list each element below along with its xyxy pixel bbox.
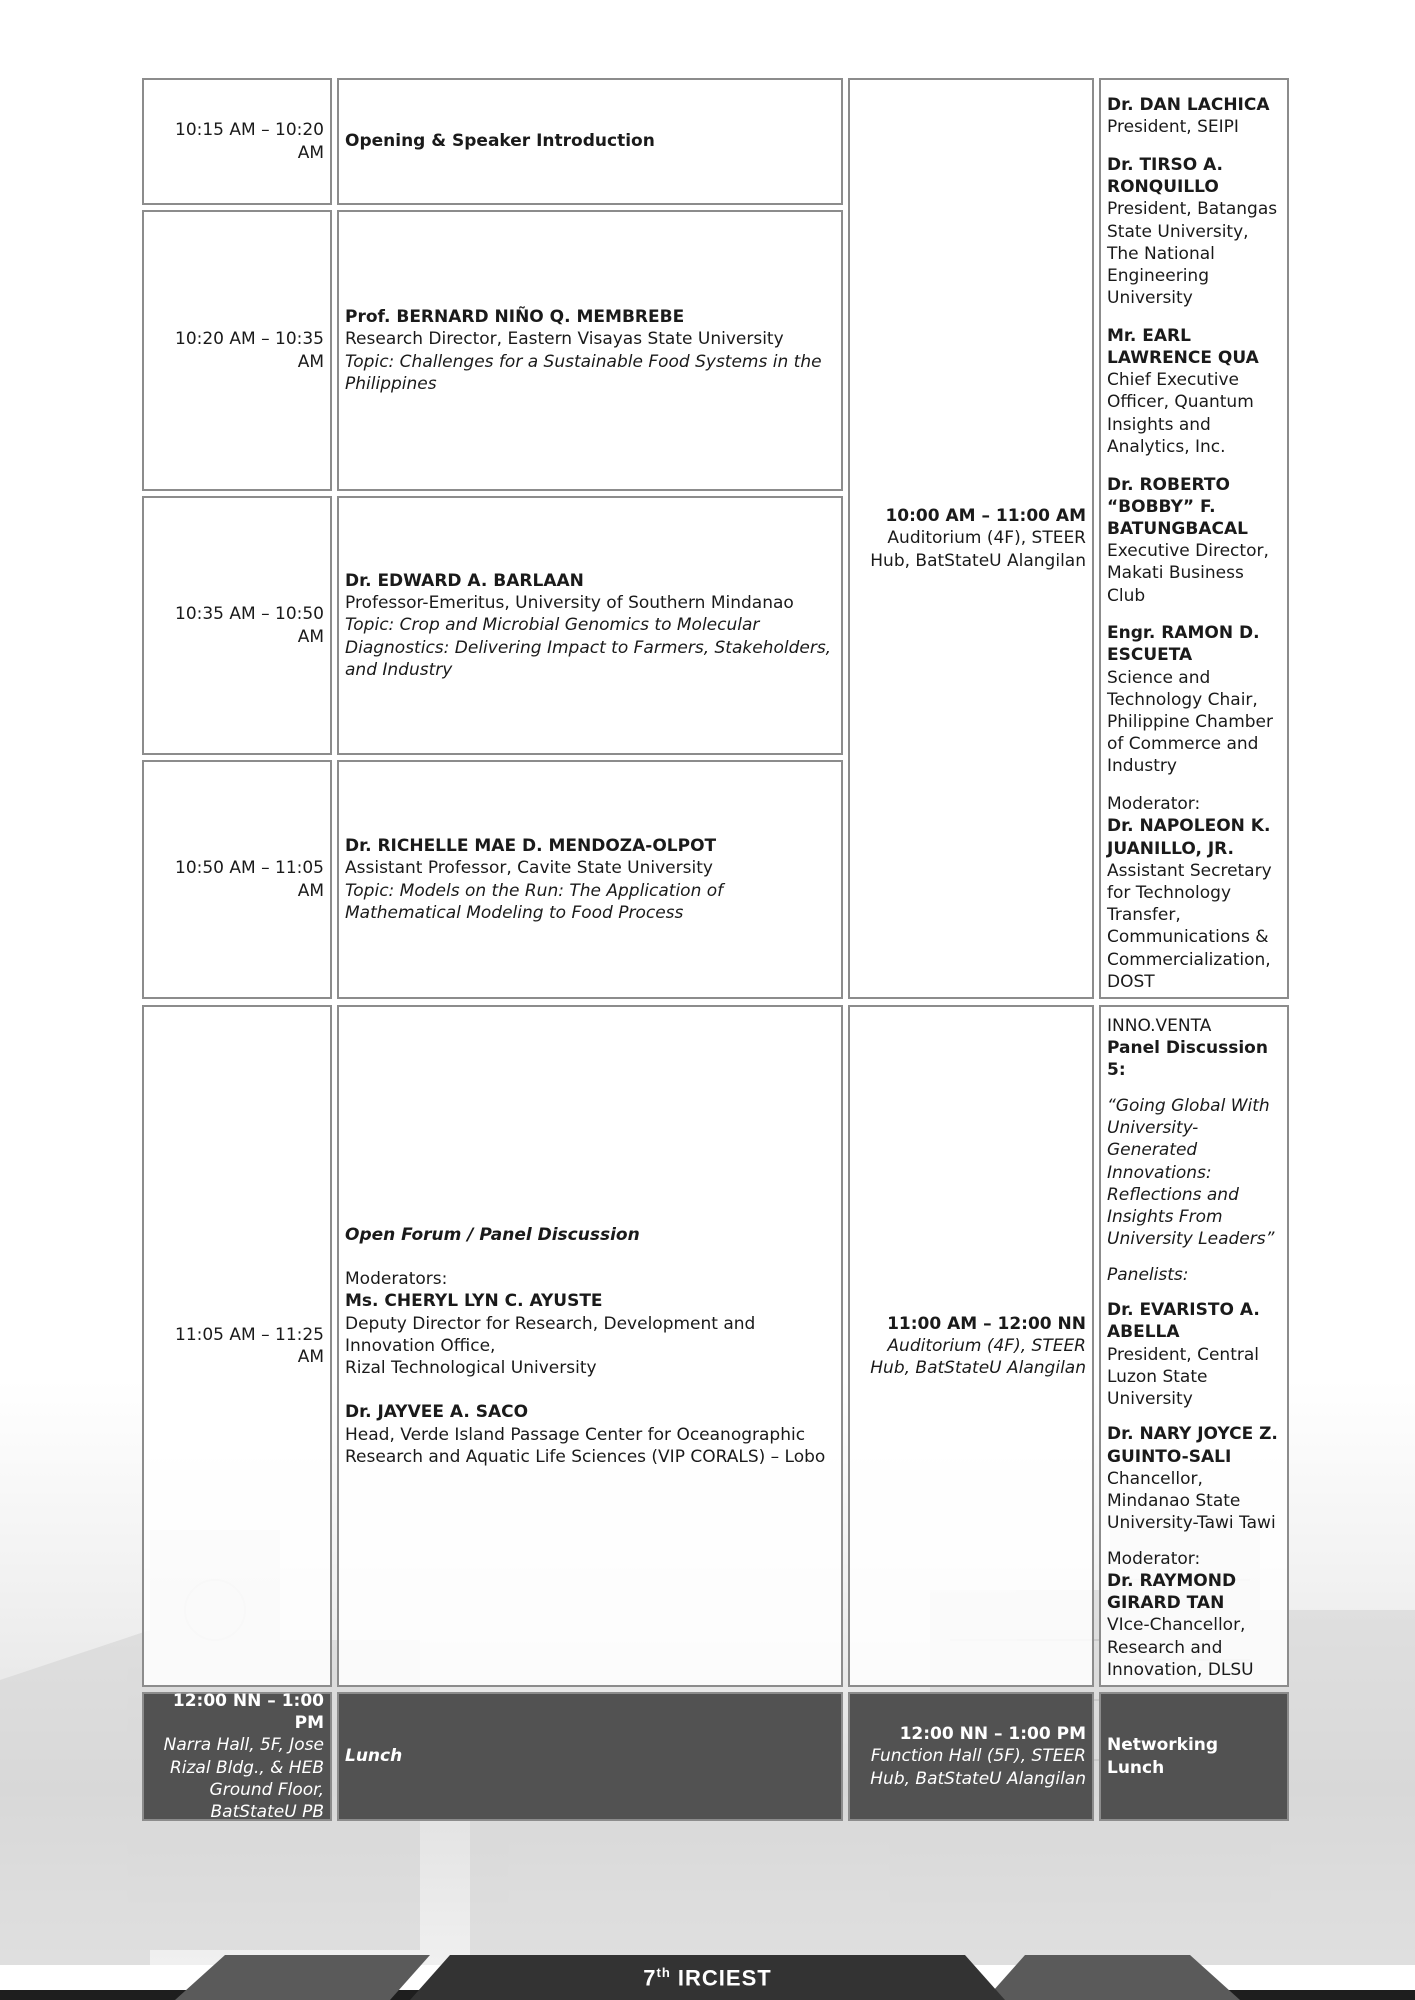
time-text: 10:15 AM – 10:20 AM [175, 120, 324, 163]
speaker-topic: Topic: Challenges for a Sustainable Food Systems in the Philippines [345, 351, 822, 394]
lunch-title: Lunch [345, 1746, 403, 1767]
panel-title: Panel Discussion 5: [1107, 1038, 1268, 1081]
speaker-position: Professor-Emeritus, University of Southern Mindanao [345, 593, 794, 614]
time-text: 10:35 AM – 10:50 AM [175, 604, 324, 647]
person-name: Engr. RAMON D. ESCUETA [1107, 623, 1260, 666]
moderator-name: Dr. RAYMOND GIRARD TAN [1107, 1570, 1237, 1614]
panelist-name: Dr. NARY JOYCE Z. GUINTO-SALI [1107, 1424, 1278, 1467]
person-name: Dr. DAN LACHICA [1107, 95, 1270, 115]
time-text: 10:50 AM – 11:05 AM [175, 858, 324, 901]
time-cell [142, 1005, 332, 1687]
person-role: President, Batangas State University, The National Engineering University [1107, 199, 1278, 309]
lunch-time-cell [848, 1692, 1094, 1821]
time-cell [142, 210, 332, 491]
moderator-name: Ms. CHERYL LYN C. AYUSTE [345, 1291, 603, 1312]
person-role: Executive Director, Makati Business Club [1107, 541, 1269, 606]
panelist-name: Dr. EVARISTO A. ABELLA [1107, 1300, 1260, 1343]
person-name: Mr. EARL LAWRENCE QUA [1107, 325, 1259, 369]
person-name: Dr. ROBERTO “BOBBY” F. BATUNGBACAL [1107, 474, 1248, 539]
lunch-venue: Function Hall (5F), STEER Hub, BatStateU Alangilan [870, 1746, 1086, 1789]
moderator-affiliation: Rizal Technological University [345, 1358, 597, 1379]
footer-name: IRCIEST [677, 1965, 772, 1991]
lunch-venue: Narra Hall, 5F, Jose Rizal Bldg., & HEB Ground Floor, BatStateU PB [163, 1735, 324, 1822]
session-time-venue-cell [848, 78, 1094, 999]
speaker-name: Dr. EDWARD A. BARLAAN [345, 570, 584, 591]
speaker-name: Prof. BERNARD NIÑO Q. MEMBREBE [345, 307, 685, 328]
speaker-name: Dr. RICHELLE MAE D. MENDOZA-OLPOT [345, 836, 717, 857]
speaker-cell [337, 210, 843, 491]
moderator-label: Moderator: [1107, 794, 1201, 815]
lunch-time: 12:00 NN – 1:00 PM [172, 1690, 324, 1734]
footer-event-name [0, 1962, 1415, 1990]
time-cell [142, 760, 332, 999]
moderator-name: Dr. NAPOLEON K. JUANILLO, JR. [1107, 816, 1271, 859]
panel-topic: “Going Global With University-Generated Innovations: Reflections and Insights From University Leaders” [1107, 1095, 1275, 1250]
speaker-position: Research Director, Eastern Visayas State University [345, 329, 784, 350]
forum-cell [337, 1005, 843, 1687]
agenda-title: Opening & Speaker Introduction [345, 131, 655, 152]
networking-lunch-title: Networking Lunch [1107, 1735, 1219, 1778]
person-role: Chief Executive Officer, Quantum Insights and Analytics, Inc. [1107, 370, 1254, 457]
agenda-cell [337, 78, 843, 205]
person-role: President, SEIPI [1107, 117, 1239, 138]
panel-label: INNO.VENTA [1107, 1016, 1212, 1036]
speaker-cell [337, 760, 843, 999]
moderator-role: Head, Verde Island Passage Center for Oceanographic Research and Aquatic Life Sciences (VIP CORALS) – Lobo [345, 1424, 826, 1467]
lunch-time-cell [142, 1692, 332, 1821]
session-time-venue-cell [848, 1005, 1094, 1687]
person-name: Dr. TIRSO A. RONQUILLO [1107, 154, 1224, 198]
person-role: Science and Technology Chair, Philippine Chamber of Commerce and Industry [1107, 667, 1273, 777]
speaker-position: Assistant Professor, Cavite State University [345, 858, 713, 879]
session-venue: Auditorium (4F), STEER Hub, BatStateU Alangilan [870, 528, 1086, 571]
speaker-topic: Topic: Models on the Run: The Application of Mathematical Modeling to Food Process [345, 880, 724, 923]
time-text: 10:20 AM – 10:35 AM [175, 329, 324, 372]
speaker-cell [337, 496, 843, 755]
moderator-role: VIce-Chancellor, Research and Innovation, DLSU [1107, 1615, 1254, 1680]
panel-cell [1099, 1005, 1289, 1687]
session-time: 11:00 AM – 12:00 NN [887, 1313, 1086, 1334]
panelist-role: President, Central Luzon State University [1107, 1344, 1260, 1409]
session-people-cell [1099, 78, 1289, 999]
session-venue: Auditorium (4F), STEER Hub, BatStateU Alangilan [870, 1335, 1086, 1379]
moderator-role: Deputy Director for Research, Development and Innovation Office, [345, 1313, 756, 1356]
footer-number: 7 [643, 1965, 657, 1991]
moderator-role: Assistant Secretary for Technology Transfer, Communications & Commercialization, DOST [1107, 860, 1272, 992]
panelists-label: Panelists: [1107, 1264, 1189, 1285]
lunch-time: 12:00 NN – 1:00 PM [899, 1724, 1086, 1745]
panelist-role: Chancellor, Mindanao State University-Tawi Tawi [1107, 1468, 1276, 1534]
session-time: 10:00 AM – 11:00 AM [885, 506, 1086, 527]
moderator-label: Moderator: [1107, 1548, 1201, 1569]
forum-title: Open Forum / Panel Discussion [345, 1225, 640, 1246]
time-cell [142, 78, 332, 205]
moderator-name: Dr. JAYVEE A. SACO [345, 1402, 529, 1423]
time-text: 11:05 AM – 11:25 AM [175, 1324, 324, 1367]
lunch-cell [337, 1692, 843, 1821]
networking-lunch-cell [1099, 1692, 1289, 1821]
speaker-topic: Topic: Crop and Microbial Genomics to Molecular Diagnostics: Delivering Impact to Farmers, Stakeholders, and Industry [345, 615, 832, 680]
time-cell [142, 496, 332, 755]
moderators-label: Moderators: [345, 1269, 448, 1290]
footer-suffix: th [656, 1965, 671, 1980]
